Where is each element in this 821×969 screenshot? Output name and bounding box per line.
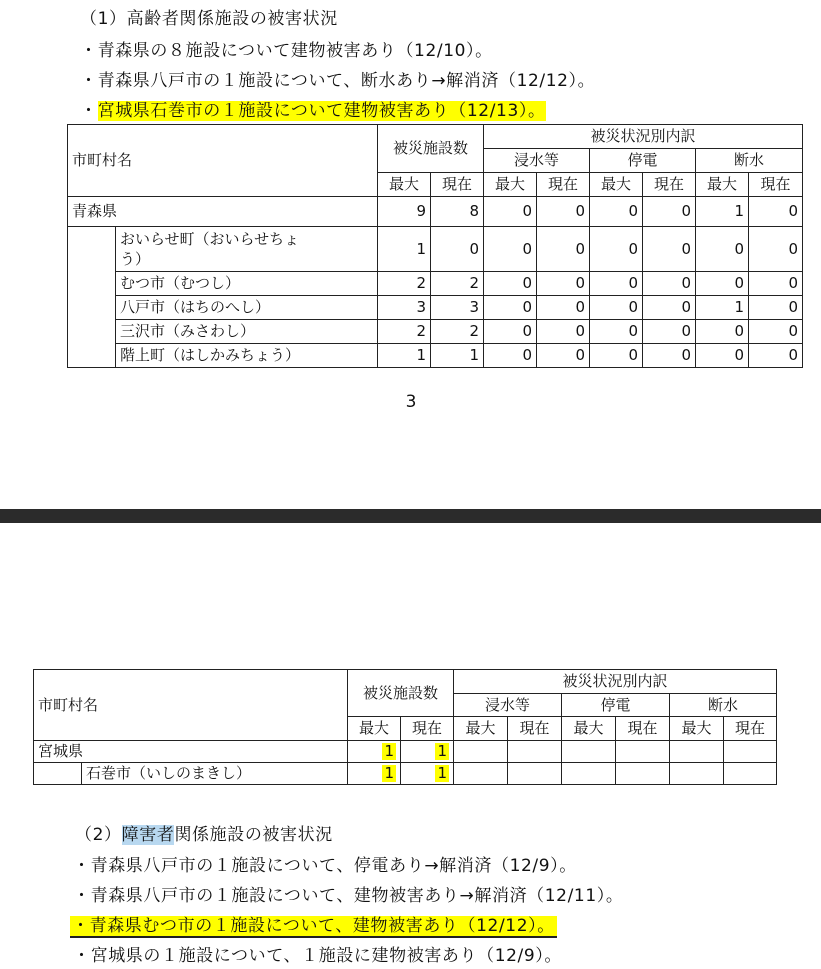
header-flood: 浸水等 <box>484 149 590 173</box>
table-row <box>68 227 803 272</box>
header-max: 最大 <box>348 717 401 741</box>
cell-value: 2 <box>431 272 484 296</box>
table-row <box>68 344 803 368</box>
cell-value: 0 <box>590 296 643 320</box>
cell-value: 0 <box>749 296 803 320</box>
bullet-item: ・青森県八戸市の１施設について、停電あり→解消済（12/9）。 <box>73 856 577 876</box>
header-flood: 浸水等 <box>454 694 562 717</box>
cell-value: 3 <box>431 296 484 320</box>
cell-value: 0 <box>590 320 643 344</box>
indent-cell <box>34 763 82 785</box>
cell-value: 0 <box>696 344 749 368</box>
cell-empty <box>508 763 562 785</box>
header-now: 現在 <box>749 173 803 197</box>
cell-value <box>348 741 401 763</box>
header-breakdown: 被災状況別内訳 <box>454 670 777 694</box>
elderly-facilities-table-continued <box>33 669 777 785</box>
bullet-item: ・宮城県の１施設について、１施設に建物被害あり（12/9）。 <box>73 946 562 966</box>
cell-value: 0 <box>484 320 537 344</box>
cell-value: 9 <box>378 197 431 227</box>
municipality-name: 三沢市（みさわし） <box>116 320 378 344</box>
municipality-name: むつ市（むつし） <box>116 272 378 296</box>
header-now: 現在 <box>643 173 696 197</box>
cell-value: 0 <box>484 227 537 272</box>
cell-value <box>401 741 454 763</box>
table-row-prefecture <box>34 741 777 763</box>
cell-value: 0 <box>590 344 643 368</box>
municipality-name-line: おいらせ町（おいらせちょ <box>120 230 300 248</box>
header-now: 現在 <box>508 717 562 741</box>
cell-value: 0 <box>590 227 643 272</box>
cell-empty <box>724 741 777 763</box>
header-breakdown: 被災状況別内訳 <box>484 125 803 149</box>
header-max: 最大 <box>696 173 749 197</box>
cell-value: 1 <box>431 344 484 368</box>
cell-value: 0 <box>431 227 484 272</box>
header-now: 現在 <box>537 173 590 197</box>
cell-value: 0 <box>696 227 749 272</box>
header-max: 最大 <box>562 717 616 741</box>
header-max: 最大 <box>590 173 643 197</box>
header-municipality: 市町村名 <box>34 670 348 741</box>
header-water: 断水 <box>696 149 803 173</box>
cell-value: 1 <box>696 197 749 227</box>
bullet-item: ・青森県八戸市の１施設について、断水あり→解消済（12/12）。 <box>80 71 596 91</box>
indent-cell <box>68 296 116 320</box>
cell-value: 0 <box>749 227 803 272</box>
header-now: 現在 <box>724 717 777 741</box>
header-facilities: 被災施設数 <box>378 125 484 173</box>
cell-empty <box>508 741 562 763</box>
cell-value: 2 <box>431 320 484 344</box>
header-max: 最大 <box>378 173 431 197</box>
heading-text: 関係施設の被害状況 <box>174 825 333 845</box>
table-row <box>34 763 777 785</box>
bullet-item: ・青森県の８施設について建物被害あり（12/10）。 <box>80 41 493 61</box>
cell-value <box>401 763 454 785</box>
cell-empty <box>454 741 508 763</box>
table-row-prefecture <box>68 197 803 227</box>
section-heading-elderly: （1）高齢者関係施設の被害状況 <box>80 9 338 29</box>
cell-value: 0 <box>749 344 803 368</box>
indent-cell <box>68 272 116 296</box>
header-municipality: 市町村名 <box>68 125 378 197</box>
heading-number: （2） <box>75 825 122 845</box>
prefecture-name: 青森県 <box>68 197 378 227</box>
cell-value: 0 <box>643 344 696 368</box>
selected-text[interactable]: 障害者 <box>121 825 175 845</box>
highlighted-value: 1 <box>437 742 448 760</box>
cell-value: 0 <box>537 227 590 272</box>
table-row <box>68 272 803 296</box>
table-row <box>68 320 803 344</box>
page-separator <box>0 509 821 523</box>
cell-value: 0 <box>749 197 803 227</box>
header-power: 停電 <box>590 149 696 173</box>
cell-empty <box>562 763 616 785</box>
cell-empty <box>454 763 508 785</box>
highlighted-text: 宮城県石巻市の１施設について建物被害あり（12/13）。 <box>97 101 546 121</box>
cell-value: 0 <box>537 344 590 368</box>
cell-empty <box>616 741 670 763</box>
cell-value: 0 <box>643 227 696 272</box>
cell-empty <box>670 741 724 763</box>
cell-value: 0 <box>484 344 537 368</box>
cell-value: 0 <box>643 197 696 227</box>
prefecture-name: 宮城県 <box>34 741 348 763</box>
section-heading-disability <box>75 824 333 846</box>
header-now: 現在 <box>401 717 454 741</box>
cell-value: 1 <box>378 344 431 368</box>
cell-value <box>348 763 401 785</box>
cell-value: 1 <box>378 227 431 272</box>
elderly-facilities-table <box>67 124 803 368</box>
cell-value: 8 <box>431 197 484 227</box>
header-now: 現在 <box>616 717 670 741</box>
cell-value: 0 <box>696 320 749 344</box>
municipality-name: 八戸市（はちのへし） <box>116 296 378 320</box>
header-max: 最大 <box>670 717 724 741</box>
indent-cell <box>68 344 116 368</box>
cell-empty <box>724 763 777 785</box>
cell-value: 2 <box>378 320 431 344</box>
page-number: 3 <box>405 392 417 412</box>
municipality-name: 石巻市（いしのまきし） <box>82 763 348 785</box>
cell-value: 3 <box>378 296 431 320</box>
header-facilities: 被災施設数 <box>348 670 454 717</box>
table-row <box>68 296 803 320</box>
cell-value: 0 <box>643 296 696 320</box>
cell-value: 0 <box>484 197 537 227</box>
cell-value: 0 <box>749 320 803 344</box>
header-now: 現在 <box>431 173 484 197</box>
header-power: 停電 <box>562 694 670 717</box>
cell-value: 0 <box>537 296 590 320</box>
cell-value: 0 <box>590 272 643 296</box>
indent-cell <box>68 320 116 344</box>
indent-cell <box>68 227 116 272</box>
cell-value: 0 <box>696 272 749 296</box>
cell-empty <box>616 763 670 785</box>
cell-value: 0 <box>537 320 590 344</box>
highlighted-value: 1 <box>437 764 448 782</box>
cell-value: 0 <box>590 197 643 227</box>
highlighted-value: 1 <box>384 742 395 760</box>
cell-empty <box>670 763 724 785</box>
cell-value: 0 <box>749 272 803 296</box>
municipality-name: 階上町（はしかみちょう） <box>116 344 378 368</box>
municipality-name-line: う） <box>120 250 151 268</box>
cell-value: 0 <box>537 272 590 296</box>
cell-value: 0 <box>484 272 537 296</box>
header-max: 最大 <box>484 173 537 197</box>
bullet-item-highlighted <box>70 915 557 937</box>
document-page-2 <box>0 523 821 969</box>
bullet-item-highlighted <box>80 100 546 122</box>
cell-value: 2 <box>378 272 431 296</box>
municipality-name <box>116 227 378 272</box>
highlighted-text: ・青森県むつ市の１施設について、建物被害あり（12/12）。 <box>72 916 555 936</box>
bullet-item: ・青森県八戸市の１施設について、建物被害あり→解消済（12/11）。 <box>73 886 624 906</box>
header-max: 最大 <box>454 717 508 741</box>
cell-value: 1 <box>696 296 749 320</box>
cell-value: 0 <box>643 272 696 296</box>
cell-value: 0 <box>537 197 590 227</box>
highlighted-value: 1 <box>384 764 395 782</box>
cell-value: 0 <box>643 320 696 344</box>
header-water: 断水 <box>670 694 777 717</box>
bullet-marker: ・ <box>80 101 98 121</box>
cell-value: 0 <box>484 296 537 320</box>
cell-empty <box>562 741 616 763</box>
